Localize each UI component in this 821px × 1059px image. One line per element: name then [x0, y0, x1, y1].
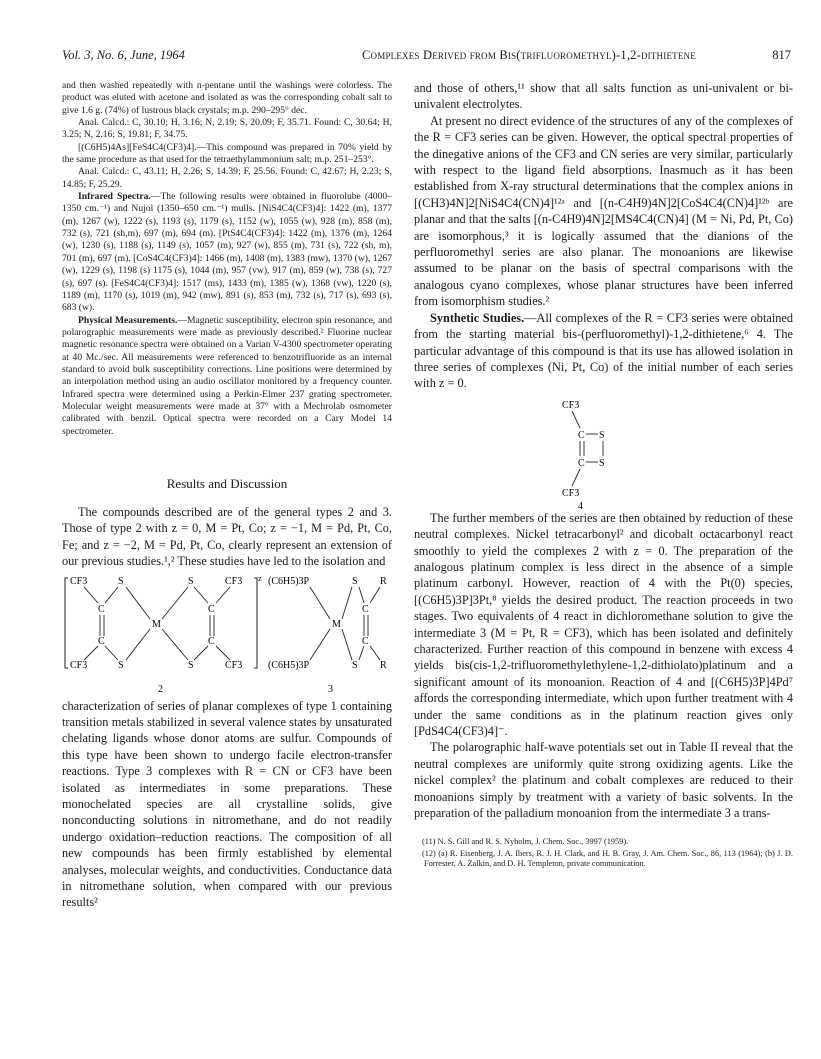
phosphine-label: (C6H5)3P: [268, 659, 310, 671]
cf3-label: CF3: [70, 659, 88, 671]
section-heading: Results and Discussion: [166, 475, 288, 491]
synthetic-studies-paragraph: [414, 310, 793, 392]
body-paragraph: The further members of the series are then obtained by reduction of these neutral complexes. Nickel tetracarbonyl² and dicobalt octacarbonyl react smoothly to yield the complexes 2 with z = 0. The preparation of the analogous platinum complex is less direct in the absence of a simple platinum carbonyl. However, reaction of 4 with the Pt(0) species, [(C6H5)3P]3Pt,⁸ yields the desired product. The reaction proceeds in two stages. Two equivalents of 4 react in dichloromethane solution to give the intermediate 3 (M = Pt, R = CF3), which has been isolated and definitely characterized. Further reaction of this compound in benzene with excess 4 yields bis(cis-1,2-trifluoromethylethylene-1,2-dithiolato)platinum and a significant amount of its monoanion. Reaction of 4 and [(C6H5)3P]4Pd⁷ affords the corresponding intermediate, which upon further treatment with 4 under the same conditions as in the platinum reaction gives only [PdS4C4(CF3)4]⁻.: [414, 510, 793, 738]
body-paragraph: The compounds described are of the general types 2 and 3. Those of type 2 with z = 0, M = Pt, Co; z = −1, M = Pd, Pt, Co, Fe; and z = −2, M = Pd, Pt, Co, clearly represent an extension of our previous studies.¹,² These studies have led to the isolation and: [62, 504, 392, 569]
phosphine-label: (C6H5)3P: [268, 575, 310, 587]
structure-figure-2-3: [62, 570, 392, 698]
cf3-label: CF3: [562, 399, 580, 411]
sulfur-label: S: [118, 659, 124, 671]
cf3-label: CF3: [225, 659, 243, 671]
subsection-heading: Infrared Spectra.: [78, 191, 151, 203]
sulfur-label: S: [188, 659, 194, 671]
journal-volume: Vol. 3, No. 6, June, 1964: [62, 48, 185, 62]
carbon-label: C: [578, 429, 585, 441]
body-paragraph: and those of others,¹¹ show that all salts function as uni-univalent or bi-univalent electrolytes.: [414, 81, 793, 112]
experimental-section: [62, 80, 392, 438]
reference-item: (12) (a) R. Eisenberg, J. A. Ibers, R. J. H. Clark, and H. B. Gray, J. Am. Chem. Soc., 86, 113 (1964); (b) J. D. Forrester, A. Zalkin, and D. H. Templeton, private communication.: [422, 848, 793, 869]
compound-number-2: 2: [158, 683, 163, 695]
carbon-label: C: [208, 603, 215, 615]
physical-measurements-text: —Magnetic susceptibility, electron spin resonance, and polarographic measurements were made as previously described.² Fluorine nuclear magnetic resonance spectra were obtained on a Varian V-4300 spectrometer operating at 40 Mc./sec. All measurements were referenced to benzotrifluoride as an internal standard to avoid bulk susceptibility corrections. Line positions were determined by an interpolation method using an audio oscillator monitored by a frequency counter. Infrared spectra were determined using a Perkin-Elmer 237 grating spectrometer. Molecular weight measurements were made at 37° with a Mechrolab osmometer calibrated with benzil. Optical spectra were recorded on a Cary Model 14 spectrometer.: [62, 314, 392, 437]
compound-number-4: 4: [578, 500, 583, 510]
footnote-references: [414, 837, 793, 869]
cf3-label: CF3: [562, 487, 580, 499]
r-group-label: R: [380, 575, 387, 587]
analysis-paragraph: Anal. Calcd.: C, 43.11; H, 2.26; S, 14.39; F, 25.56. Found: C, 42.67; H, 2.23; S, 14.85; F, 25.29.: [62, 166, 392, 190]
sulfur-label: S: [352, 659, 358, 671]
body-paragraph: characterization of series of planar complexes of type 1 containing transition metals stabilized in several valence states by unsaturated chelating ligands whose donor atoms are sulfur. Compounds of this type have been shown to undergo facile electron-transfer reactions. Type 3 complexes with R = CN or CF3 have been isolated as intermediates in some preparations. These monochelated species are all crystalline solids, give nonconducting solutions in nitromethane, and do not readily undergo oxidation–reduction reactions. The composition of all new compounds has been firmly established by elemental analyses, molecular weights, and conductivities. Conductance data in nitromethane solution, when compared with our previous results²: [62, 698, 392, 910]
results-section: [62, 504, 392, 911]
carbon-label: C: [578, 457, 585, 469]
sulfur-label: S: [118, 575, 124, 587]
infrared-text: —The following results were obtained in fluorolube (4000–1350 cm.⁻¹) and Nujol (1350–650 cm.⁻¹) mulls. [NiS4C4(CF3)4]: 1422 (m), 1377 (m), 1267 (w), 1222 (s), 1193 (s), 1179 (s), 1152 (w), 1055 (w), 928 (m), 858 (m), 732 (s), 721 (sh,m), 697 (m), 694 (m). [PtS4C4(CF3)4]: 1422 (m), 1376 (m), 1264 (w), 1230 (s), 1188 (s), 1149 (s), 1057 (m), 927 (w), 855 (m), 731 (s), 722 (sh, m), 701 (m), 697 (m). [CoS4C4(CF3)4]: 1466 (m), 1408 (m), 1383 (mw), 1370 (w), 1267 (w), 1229 (s), 1198 (s) 1175 (s), 1044 (m), 957 (vw), 917 (m), 859 (w), 738 (s), 727 (s), 697 (s). [FeS4C4(CF3)4]: 1517 (ms), 1433 (m), 1385 (w), 1368 (vw), 1220 (s), 1189 (m), 1170 (s), 1019 (m), 942 (mw), 891 (s), 853 (m), 732 (s), 717 (s), 693 (s), 683 (w).: [62, 191, 392, 314]
sulfur-label: S: [188, 575, 194, 587]
experimental-paragraph: [(C6H5)4As][FeS4C4(CF3)4].—This compound was prepared in 70% yield by the same procedure as that used for the tetraethylammonium salt; m.p. 251–253°.: [62, 141, 392, 166]
body-paragraph: The polarographic half-wave potentials set out in Table II reveal that the neutral complexes are uniformly quite strong oxidizing agents. Like the nickel complex² the platinum and cobalt complexes are reduced to their monoanions simply by treatment with a variety of basic solvents. In the preparation of the palladium monoanion from the intermediate 3 a trans-: [414, 740, 793, 821]
metal-label: M: [332, 618, 341, 630]
physical-measurements-paragraph: [62, 315, 392, 438]
running-header: [62, 48, 791, 66]
body-paragraph: At present no direct evidence of the structures of any of the complexes of the R = CF3 series can be given. However, the optical spectral properties of the dinegative anions of the CF3 and CN series are very similar, particularly with respect to the ligand field absorptions. Inasmuch as it has been established from X-ray structural determinations that the complex anions in [(CH3)4N]2[NiS4C4(CN)4]¹²ᵃ and [(n-C4H9)4N]2[CoS4C4(CN)4]¹²ᵇ are planar and that the salts [(n-C4H9)4N]2[MS4C4(CN)4] (M = Ni, Pd, Pt, Co) are isomorphous,³ it is logically assumed that the dianions of the perfluoromethyl series are also planar. The monoanions are likewise assumed to be planar on the basis of spectral comparisons with the analogous cyano complexes, whose planar structures have been inferred from isomorphism studies.²: [414, 113, 793, 309]
carbon-label: C: [208, 635, 215, 647]
subsection-heading: Physical Measurements.: [78, 314, 178, 326]
compound-number-3: 3: [328, 683, 333, 695]
left-column: [62, 80, 392, 911]
structure-drawing: [62, 570, 392, 698]
charge-label: z: [258, 573, 262, 583]
page-number: 817: [772, 48, 791, 62]
dithietene-bonds: [572, 411, 603, 486]
carbon-label: C: [98, 635, 105, 647]
subsection-heading: Synthetic Studies.: [430, 310, 525, 325]
bond-lines-3: [310, 587, 380, 660]
left-bracket: [65, 578, 68, 668]
carbon-label: C: [362, 603, 369, 615]
right-bracket: [254, 578, 257, 668]
cf3-label: CF3: [225, 575, 243, 587]
sulfur-label: S: [599, 429, 605, 441]
carbon-label: C: [362, 635, 369, 647]
infrared-paragraph: [62, 191, 392, 314]
analysis-paragraph: Anal. Calcd.: C, 30.10; H, 3.16; N, 2.19; S, 20.09; F, 35.71. Found: C, 30.64; H, 3.25; N, 2.16; S, 19.81; F, 34.75.: [62, 117, 392, 141]
experimental-paragraph: and then washed repeatedly with n-pentane until the washings were colorless. The product was eluted with acetone and isolated as was the corresponding cobalt salt to give 1.6 g. (74%) of lustrous black crystals; m.p. 290–295° dec.: [62, 80, 392, 116]
structure-figure-4: [414, 392, 793, 510]
r-group-label: R: [380, 659, 387, 671]
cf3-label: CF3: [70, 575, 88, 587]
dithietene-drawing: [414, 392, 793, 510]
sulfur-label: S: [599, 457, 605, 469]
running-title: Complexes Derived from Bis(trifluoromethyl)-1,2-dithietene: [362, 48, 696, 62]
right-column: [414, 80, 793, 871]
carbon-label: C: [98, 603, 105, 615]
metal-label: M: [152, 618, 161, 630]
synthetic-studies-text: —All complexes of the R = CF3 series were obtained from the starting material bis-(perfluoromethyl)-1,2-dithietene,⁶ 4. The particular advantage of this compound is that its use has allowed isolation in three series of complexes (Ni, Pt, Co) of the initial number of each series with z = 0.: [414, 310, 793, 391]
reference-item: (11) N. S. Gill and R. S. Nyholm, J. Chem. Soc., 3997 (1959).: [422, 837, 629, 847]
sulfur-label: S: [352, 575, 358, 587]
